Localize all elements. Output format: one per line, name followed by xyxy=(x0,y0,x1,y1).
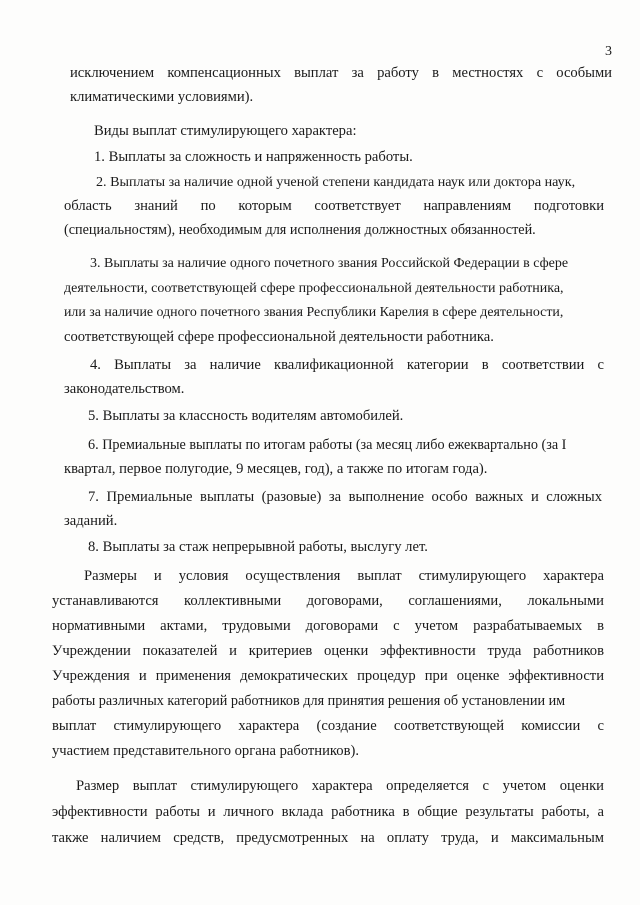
text-line: заданий. xyxy=(64,513,118,529)
text-line: 4. Выплаты за наличие квалификационной категории в соответствии с xyxy=(90,357,604,373)
text-line: законодательством. xyxy=(64,381,185,397)
text-line: 3. Выплаты за наличие одного почетного звания Российской Федерации в сфере xyxy=(90,256,569,271)
text-line: 8. Выплаты за стаж непрерывной работы, выслугу лет. xyxy=(88,539,428,555)
text-line: 6. Премиальные выплаты по итогам работы (за месяц либо ежеквартально (за I xyxy=(88,437,567,453)
text-line: область знаний по которым соответствует направлениям подготовки xyxy=(64,198,604,214)
text-line: квартал, первое полугодие, 9 месяцев, год), а также по итогам года). xyxy=(64,461,488,477)
text-line: эффективности работы и личного вклада работника в общие результаты работы, а xyxy=(52,804,604,820)
text-line: Размер выплат стимулирующего характера определяется с учетом оценки xyxy=(76,778,604,794)
text-line: участием представительного органа работников). xyxy=(52,743,359,759)
text-line: деятельности, соответствующей сфере профессиональной деятельности работника, xyxy=(64,281,564,296)
text-line: климатическими условиями). xyxy=(70,89,254,105)
text-line: исключением компенсационных выплат за работу в местностях с особыми xyxy=(70,65,612,81)
text-line: 5. Выплаты за классность водителям автомобилей. xyxy=(88,408,404,424)
text-line: также наличием средств, предусмотренных на оплату труда, и максимальным xyxy=(52,830,604,846)
text-line: работы различных категорий работников для принятия решения об установлении им xyxy=(52,693,566,709)
text-line: устанавливаются коллективными договорами, соглашениями, локальными xyxy=(52,593,604,609)
text-line: выплат стимулирующего характера (создание соответствующей комиссии с xyxy=(52,718,604,734)
text-line: Учреждения и применения демократических процедур при оценке эффективности xyxy=(52,668,604,684)
text-line: соответствующей сфере профессиональной деятельности работника. xyxy=(64,329,494,345)
text-line: Размеры и условия осуществления выплат стимулирующего характера xyxy=(84,568,604,584)
text-line: 7. Премиальные выплаты (разовые) за выполнение особо важных и сложных xyxy=(88,489,602,505)
text-line: нормативными актами, трудовыми договорами с учетом разрабатываемых в xyxy=(52,618,604,634)
page-number: 3 xyxy=(605,44,612,59)
text-line: Учреждении показателей и критериев оценки эффективности труда работников xyxy=(52,643,604,659)
text-line: 1. Выплаты за сложность и напряженность работы. xyxy=(94,149,413,165)
text-line: 2. Выплаты за наличие одной ученой степени кандидата наук или доктора наук, xyxy=(96,174,576,190)
text-line: Виды выплат стимулирующего характера: xyxy=(94,123,357,139)
text-line: (специальностям), необходимым для исполнения должностных обязанностей. xyxy=(64,222,536,238)
text-line: или за наличие одного почетного звания Республики Карелия в сфере деятельности, xyxy=(64,305,564,320)
